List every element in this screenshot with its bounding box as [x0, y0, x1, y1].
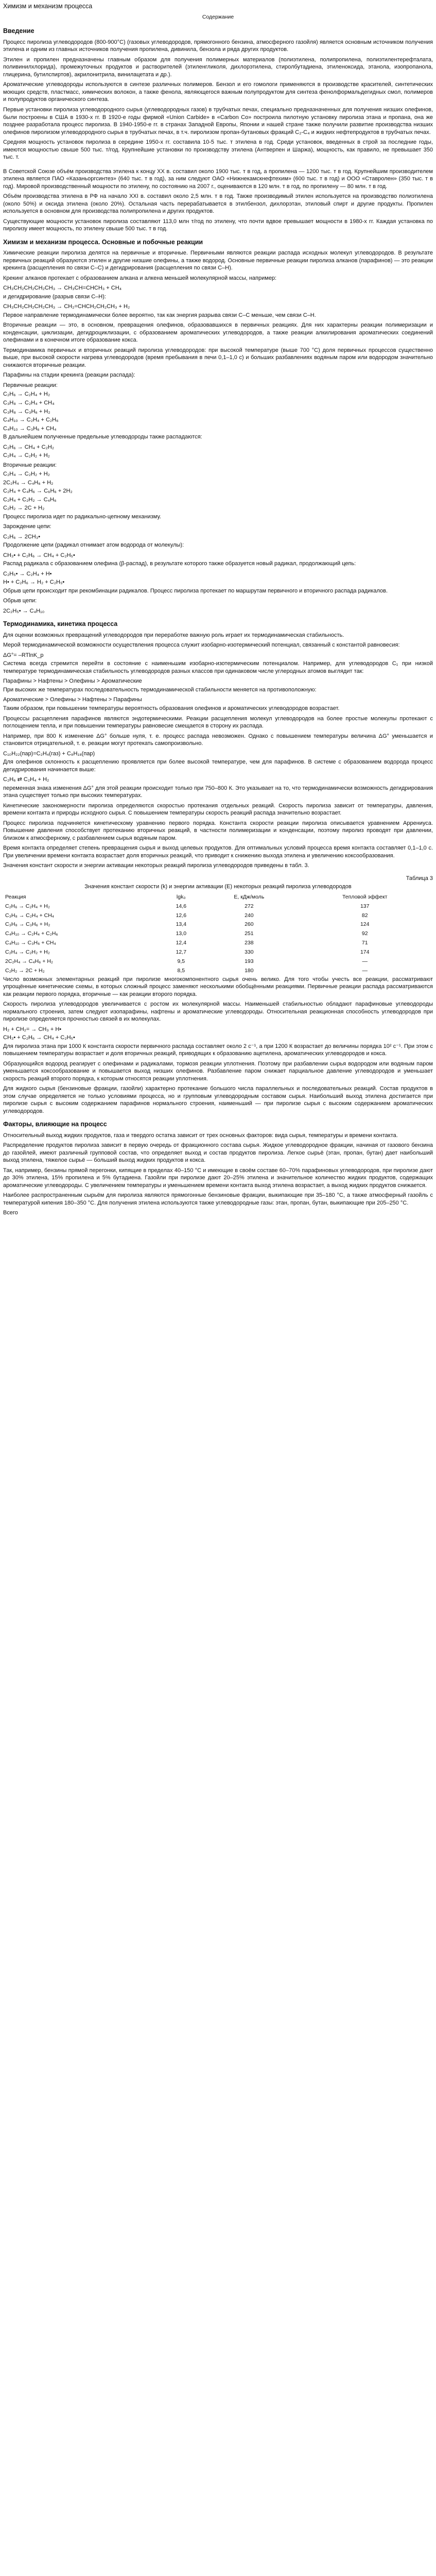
- paragraph: Средняя мощность установок пиролиза в середине 1950-х гг. составила 10-5 тыс. т этилена в год. Среди установок, введенных в строй за последние годы, имеются мощностью свыше 500 тыс. т/год. Крупнейшие установки по производству этилена (Антверпен и Шаржа), мощность, как правило, не превышает 350 тыс. т.: [3, 139, 433, 161]
- after-table-content: [3, 976, 433, 1217]
- reaction-equation: CH₃CH₂CH₂CH₂CH₃ → CH₃CH=CHCH₃ + CH₄: [3, 285, 122, 292]
- reaction-equation: Парафины > Нафтены > Олефины > Ароматические: [3, 678, 142, 685]
- table-row: [3, 929, 433, 939]
- spacer: [3, 164, 433, 168]
- table-header-cell: lgk₀: [176, 893, 186, 900]
- table-cell: 180: [245, 967, 254, 974]
- reaction-equation: C₄H₁₀ → C₂H₄ + C₂H₆: [3, 417, 59, 423]
- reaction-equation: C₂H₆ ⇄ C₂H₄ + H₂: [3, 776, 49, 783]
- paragraph: Процесс пиролиза углеводородов (800-900°С) (газовых углеводородов, прямогонного бензина, атмосферного газойля) является основным источником получения этилена и одним из главных источников получения пропилена, дивинила, бензола и ряда других продуктов.: [3, 39, 433, 53]
- reaction-equation: C₂H₆ → CH₄ + C₂H₂: [3, 444, 55, 450]
- paragraph: В Советской Союзе объём производства этилена к концу XX в. составил около 1900 тыс. т в год, а пропилена — 1200 тыс. т в год. Крупнейшим производителем этилена является ПАО «Казаньоргсинтез» (640 тыс. т в год), за ним следуют ОАО «Нижнекамскнефтехим» (600 тыс. т в год) и ООО «Ставролен» (350 тыс. т в год). Мировой производственный мощности по этилену, по состоянию на 2007 г., оцениваются в 120 млн. т в год, по пропилену — 80 млн. т в год.: [3, 168, 433, 190]
- paragraph: Химические реакции пиролиза делятся на первичные и вторичные. Первичными являются реакции распада исходных молекул углеводородов. В результате первичных реакций образуются этилен и другие низшие олефины, а также водород. Основные первичные реакции пиролиза алканов (парафинов) — это реакции крекинга (расщепления по связи С–С) и дегидрирования (расщепления по связи С–Н).: [3, 250, 433, 272]
- table-cell: 260: [245, 921, 254, 928]
- table-row: [3, 957, 433, 967]
- paragraph: Первые установки пиролиза углеводородного сырья (углеводородных газов) в трубчатых печах, специально предназначенных для получения низших олефинов, были построены в США в 1930-х гг. В 1920-е годы фирмой «Union Carbide» в «Carbon Co» построила пилотную установку пиролиза этана и пропана, она же позднее разработала процесс пиролиза. В 1940-1950-е гг. в странах Западной Европы, Японии и нашей стране также получили развитие производства низших олефинов пиролизом углеводородного сырья в трубчатых печах, в т.ч. пиролизом пропан-бутановых фракций С₂-С₄ и жидких нефтепродуктов в трубчатых печах.: [3, 106, 433, 135]
- reaction-equation: 2C₂H₄ → C₄H₆ + H₂: [3, 479, 54, 486]
- document-page: [0, 0, 436, 1227]
- paragraph: Первое направление термодинамически более вероятно, так как энергия разрыва связи С–С меньше, чем связи С–Н.: [3, 312, 316, 318]
- table-cell: 272: [245, 903, 254, 909]
- table-cell: 137: [360, 903, 370, 909]
- section-heading: Введение: [3, 27, 34, 35]
- page-title: Химизм и механизм процесса: [3, 3, 93, 10]
- paragraph: Обрыв цепи происходит при рекомбинации радикалов. Процесс пиролиза протекает по маршрутам первичного и вторичного распада радикалов.: [3, 587, 388, 594]
- table-cell: 82: [361, 912, 368, 919]
- table-cell: 240: [245, 912, 254, 919]
- paragraph: Образующийся водород реагирует с олефинами и радикалами, тормозя реакции уплотнения. Поэтому при разбавлении сырья водородом или водяным паром уменьшается коксообразование и повышается выход низших олефинов. Разбавление паром снижает парциальное давление углеводородов и уменьшает скорость реакций второго порядка, к которым относятся реакции уплотнения.: [3, 1060, 433, 1082]
- reaction-equation: ΔG°= –RTlnK_p: [3, 652, 44, 658]
- paragraph: Крекинг алканов протекает с образованием алкана и алкена меньшей молекулярной массы, например:: [3, 275, 277, 281]
- paragraph: Для пиролиза этана при 1000 К константа скорости первичного распада составляет около 2 с⁻¹, а при 1200 К возрастает до величины порядка 10² с⁻¹. При этом с повышением температуры возрастает и доля вторичных реакций, приводящих к образованию ацетилена, ароматических углеводородов и кокса.: [3, 1043, 433, 1057]
- table-cell: 330: [245, 948, 254, 955]
- table-cell: 251: [245, 930, 254, 937]
- paragraph: Объём производства этилена в РФ на начало XXI в. составил около 2,5 млн. т в год. Также производимый этилен используется на производство полиэтилена (около 50%) и оксида этилена (около 20%). Остальная часть перерабатывается в этилбензол, дихлорэтан, этиловый спирт и другие продукты. Пропилен используется в основном для производства полипропилена и других продуктов.: [3, 193, 433, 215]
- paragraph: Для жидкого сырья (бензиновые фракции, газойли) характерно протекание большого числа параллельных и последовательных реакций. Состав продуктов в этом случае определяется не только условиями процесса, но и групповым углеводородным составом сырья. Наибольший выход этилена достигается при пиролизе сырья с высоким содержанием парафинов нормального строения, наименьший — при пиролизе сырья с высоким содержанием ароматических углеводородов.: [3, 1086, 433, 1114]
- paragraph: Кинетические закономерности пиролиза определяются скоростью протекания отдельных реакций. Скорость пиролиза зависит от температуры, давления, времени контакта и природы исходного сырья. С повышением температуры скорость реакций распада значительно возрастает.: [3, 802, 433, 817]
- table-header-row: [3, 893, 433, 902]
- reaction-equation: H• + C₂H₆ → H₂ + C₂H₅•: [3, 579, 65, 586]
- paragraph: Так, например, бензины прямой перегонки, кипящие в пределах 40–150 °С и имеющие в своём составе 60–70% парафиновых углеводородов, при пиролизе дают до 30% этилена, 15% пропилена и 5% бутадиена. Газойли при пиролизе дают 20–25% этилена и значительное количество жидких продуктов, содержащих ароматические углеводороды. С увеличением температуры и уменьшением времени контакта выход этилена возрастает, а выход жидких продуктов снижается.: [3, 1167, 433, 1189]
- reaction-equation: C₂H₄ + C₄H₆ → C₆H₆ + 2H₂: [3, 488, 73, 495]
- paragraph: Для оценки возможных превращений углеводородов при переработке важную роль играет их термодинамическая стабильность.: [3, 632, 344, 638]
- table-cell: 193: [245, 958, 254, 964]
- table-cell: C₂H₂ → 2C + H₂: [5, 967, 45, 974]
- reaction-equation: C₂H₅• → C₂H₄ + H•: [3, 570, 52, 577]
- table-title: Значения констант скорости (k) и энергии активации (E) некоторых реакций пиролиза углеводородов: [84, 884, 352, 890]
- table-cell: 12,7: [176, 948, 187, 955]
- paragraph: Число возможных элементарных реакций при пиролизе многокомпонентного сырья очень велико. Для того чтобы учесть все реакции, рассматривают упрощённые кинетические схемы, в которых сложный процесс заменяют несколькими обобщёнными реакциями. Первичные реакции распада рассматриваются как реакции первого порядка, вторичные — как реакции второго порядка.: [3, 976, 433, 997]
- paragraph: Время контакта определяет степень превращения сырья и выход целевых продуктов. Для оптимальных условий процесса время контакта составляет 0,1–1,0 с. При увеличении времени контакта возрастает доля вторичных реакций, что приводит к снижению выхода этилена и увеличению коксообразования.: [3, 845, 433, 859]
- table-row: [3, 967, 433, 976]
- table-row: [3, 902, 433, 911]
- reaction-equation: C₂H₆ → C₂H₄ + H₂: [3, 391, 50, 398]
- reaction-equation: C₂H₄ → C₂H₂ + H₂: [3, 452, 50, 459]
- table-caption: Таблица 3: [406, 875, 433, 882]
- table-cell: 238: [245, 940, 254, 946]
- paragraph: Термодинамика первичных и вторичных реакций пиролиза углеводородов: при высокой температуре (выше 700 °С) доля первичных процессов существенно выше, при высокой скорости нагрева углеводородов (время пребывания в печи 0,1–1,0 с) и больших разбавлениях водяным паром или водородом значительно снижаются вторичные реакции.: [3, 347, 433, 368]
- table-block: [3, 875, 433, 976]
- table-cell: 13,4: [176, 921, 187, 928]
- reaction-equation: C₄H₁₀ → C₃H₆ + CH₄: [3, 425, 57, 432]
- table-cell: C₂H₆ → C₂H₄ + H₂: [5, 903, 50, 909]
- table-cell: 12,4: [176, 940, 187, 946]
- paragraph: Скорость пиролиза углеводородов увеличивается с ростом их молекулярной массы. Наименьшей стабильностью обладают парафиновые углеводороды нормального строения, затем следуют изопарафины, нафтены и ароматические углеводороды. Относительная реакционная способность углеводородов при пиролизе определяется прочностью связей в их молекулах.: [3, 1001, 433, 1023]
- paragraph: В дальнейшем полученные предельные углеводороды также распадаются:: [3, 434, 202, 440]
- table-cell: C₄H₁₀ → C₂H₄ + C₂H₆: [5, 930, 58, 937]
- paragraph: Зарождение цепи:: [3, 523, 51, 530]
- reaction-equation: C₂H₄ → C₂H₂ + H₂: [3, 471, 50, 478]
- toc-link[interactable]: Содержание: [202, 13, 234, 20]
- table-cell: 12,6: [176, 912, 187, 919]
- paragraph: Таким образом, при повышении температуры вероятность образования олефинов и ароматических углеводородов возрастает.: [3, 705, 340, 711]
- subheading-label: Первичные реакции:: [3, 382, 58, 388]
- table-header-cell: Тепловой эффект: [342, 893, 388, 900]
- paragraph: Распад радикала с образованием олефина (β-распад), в результате которого также образуется новый радикал, продолжающий цепь:: [3, 561, 356, 567]
- table-cell: 9,5: [177, 958, 185, 964]
- paragraph: При высоких же температурах последовательность термодинамической стабильности меняется на противоположную:: [3, 686, 317, 693]
- table-cell: 92: [361, 930, 368, 937]
- reaction-equation: CH₃• + C₂H₆ → CH₄ + C₂H₅•: [3, 1035, 75, 1041]
- main-content: [3, 27, 433, 869]
- table-row: [3, 948, 433, 957]
- paragraph: Процессы расщепления парафинов являются эндотермическими. Реакции расщепления молекул углеводородов на более простые молекулы протекают с поглощением тепла, и при повышении температуры равновесие смещается в сторону их распада.: [3, 715, 433, 730]
- reaction-equation: CH₃CH₂CH₂CH₂CH₃ → CH₂=CHCH₂CH₂CH₃ + H₂: [3, 303, 130, 310]
- subheading-label: Вторичные реакции:: [3, 462, 57, 468]
- reaction-equation: Ароматические > Олефины > Нафтены > Парафины: [3, 697, 142, 703]
- table-row: [3, 911, 433, 921]
- paragraph: Значения констант скорости и энергии активации некоторых реакций пиролиза углеводородов приведены в табл. 3.: [3, 862, 309, 869]
- paragraph: Например, при 800 К изменение ΔG° больше нуля, т. е. процесс распада невозможен. Однако с повышением температуры величина ΔG° уменьшается и становится отрицательной, т. е. реакции могут протекать самопроизвольно.: [3, 733, 433, 747]
- table-cell: C₂H₄ → C₂H₂ + H₂: [5, 948, 50, 955]
- reaction-equation: C₂H₄ + C₂H₂ → C₄H₆: [3, 496, 57, 503]
- table-cell: C₄H₁₀ → C₃H₆ + CH₄: [5, 940, 56, 946]
- reaction-equation: C₃H₈ → C₃H₆ + H₂: [3, 408, 50, 415]
- paragraph: Процесс пиролиза идет по радикально-цепному механизму.: [3, 513, 161, 520]
- table-cell: 124: [360, 921, 370, 928]
- reaction-equation: C₃H₈ → C₂H₄ + CH₄: [3, 399, 55, 406]
- table-cell: 8,5: [177, 967, 185, 974]
- section-heading: Химизм и механизм процесса. Основные и побочные реакции: [3, 238, 203, 246]
- table-header-cell: E, кДж/моль: [234, 893, 265, 900]
- reaction-equation: C₂H₂ → 2C + H₂: [3, 505, 45, 512]
- paragraph: Процесс пиролиза подчиняется кинетическому уравнению первого порядка. Константа скорости реакции пиролиза описывается уравнением Аррениуса. Повышение давления способствует протеканию вторичных реакций, в частности полимеризации и конденсации, поэтому пиролиз проводят при давлении, близком к атмосферному, с разбавлением сырья водяным паром.: [3, 820, 433, 841]
- paragraph: Вторичные реакции — это, в основном, превращения олефинов, образовавшихся в первичных реакциях. Для них характерны реакции полимеризации и конденсации, циклизации, дегидроциклизации, с образованием ароматических углеводородов, а также реакции алкилирования ароматических соединений олефинами и в конечном итоге образование кокса.: [3, 322, 433, 344]
- table-cell: —: [362, 967, 368, 974]
- paragraph: и дегидрирование (разрыв связи C–H):: [3, 293, 106, 300]
- paragraph: Этилен и пропилен предназначены главным образом для получения полимерных материалов (полиэтилена, полипропилена, полиэтилентерефталата, поливинилхлорида), промежуточных продуктов и растворителей (этиленгликоля, дихлорэтилена, стиролбутадиена, этиленоксида, этанола, изопропанола, глицерина, бутилспиртов), акрилонитрила, винилацетата и др.).: [3, 56, 433, 78]
- reaction-equation: 2C₂H₅• → C₄H₁₀: [3, 607, 45, 614]
- paragraph: Система всегда стремится перейти в состояние с наименьшим изобарно-изотермическим потенциалом. Например, для углеводородов С₁ при низкой температуре термодинамическая стабильность углеводородов разных классов при одинаковом числе углеродных атомов выглядит так:: [3, 660, 433, 674]
- section-heading: Факторы, влияющие на процесс: [3, 1121, 107, 1128]
- table-cell: C₃H₈ → C₃H₆ + H₂: [5, 921, 50, 928]
- reaction-equation: H₂ + CH₂= → CH₃ + H•: [3, 1026, 62, 1032]
- table-cell: 71: [361, 940, 368, 946]
- paragraph: Мерой термодинамической возможности осуществления процесса служит изобарно-изотермический потенциал, связанный с константой равновесия:: [3, 642, 400, 649]
- table-cell: 14,6: [176, 903, 187, 909]
- table-row: [3, 939, 433, 948]
- table-cell: 2C₂H₄ → C₄H₆ + H₂: [5, 958, 54, 964]
- paragraph: Продолжение цепи (радикал отнимает атом водорода от молекулы):: [3, 542, 184, 549]
- table-row: [3, 920, 433, 929]
- table-header-cell: Реакция: [5, 893, 26, 900]
- paragraph: Распределение продуктов пиролиза зависит в первую очередь от фракционного состава сырья. Жидкое углеводородное фракции, начиная от газового бензина до газойлей, имеют различный групповой состав, что определяет выход и состав продуктов пиролиза. Легкое сырьё (этан, пропан, бутан) дает наибольший выход этилена, тяжелое сырьё — больший выход жидких продуктов и кокса.: [3, 1142, 433, 1164]
- table-body: [3, 902, 433, 976]
- section-heading: Термодинамика, кинетика процесса: [3, 620, 118, 628]
- paragraph: Относительный выход жидких продуктов, газа и твердого остатка зависит от трех основных факторов: вида сырья, температуры и времени контакта.: [3, 1132, 398, 1139]
- table-cell: —: [362, 958, 368, 964]
- paragraph: Обрыв цепи:: [3, 598, 37, 604]
- table-cell: 13,0: [176, 930, 187, 937]
- paragraph: Ароматические углеводороды используются в синтезе различных полимеров. Бензол и его гомологи применяются в производстве красителей, синтетических моющих средств, пластмасс, химических волокон, а также фенола, являющегося важным полупродуктом для синтеза фенолформальдегидных смол, полимеров и полупродуктов органического синтеза.: [3, 81, 433, 103]
- paragraph: Для олефинов склонность к расщеплению проявляется при более высокой температуре, чем для парафинов. В системе с образованием водорода процесс дегидрирования начинается выше:: [3, 759, 433, 773]
- paragraph: Существующие мощности установок пиролиза составляют 113,0 млн т/год по этилену, что почти вдвое превышает мощности в 1980-х гг. Каждая установка по пиролизу имеет мощность, по этилену свыше 500 тыс. т в год.: [3, 218, 433, 232]
- paragraph: Всего: [3, 1210, 18, 1216]
- section-body: [3, 39, 433, 870]
- reaction-equation: C₂H₆ → 2CH₃•: [3, 533, 41, 540]
- paragraph: переменная знака изменения ΔG° для этой реакции происходит только при 750–800 К. Это указывает на то, что термодинамически возможность дегидрирования этана существует только при высоких температурах.: [3, 785, 433, 799]
- reaction-equation: CH₃• + C₂H₆ → CH₄ + C₂H₅•: [3, 552, 75, 558]
- reaction-equation: C₁₀H₂₂(пар)=C₂H₄(газ) + C₈H₁₈(пар): [3, 750, 95, 757]
- table-cell: 174: [360, 948, 370, 955]
- kinetics-table: [3, 893, 433, 976]
- paragraph: Наиболее распространенным сырьём для пиролиза являются прямогонные бензиновые фракции, выкипающие при 35–180 °С, а также атмосферный газойль с температурой кипения 180–350 °С. Для получения этилена используются также углеводородные газы: этан, пропан, бутан, выкипающие при 205–250 °С.: [3, 1192, 433, 1206]
- paragraph: Парафины на стадии крекинга (реакции распада):: [3, 372, 135, 379]
- table-cell: C₃H₈ → C₂H₄ + CH₄: [5, 912, 55, 919]
